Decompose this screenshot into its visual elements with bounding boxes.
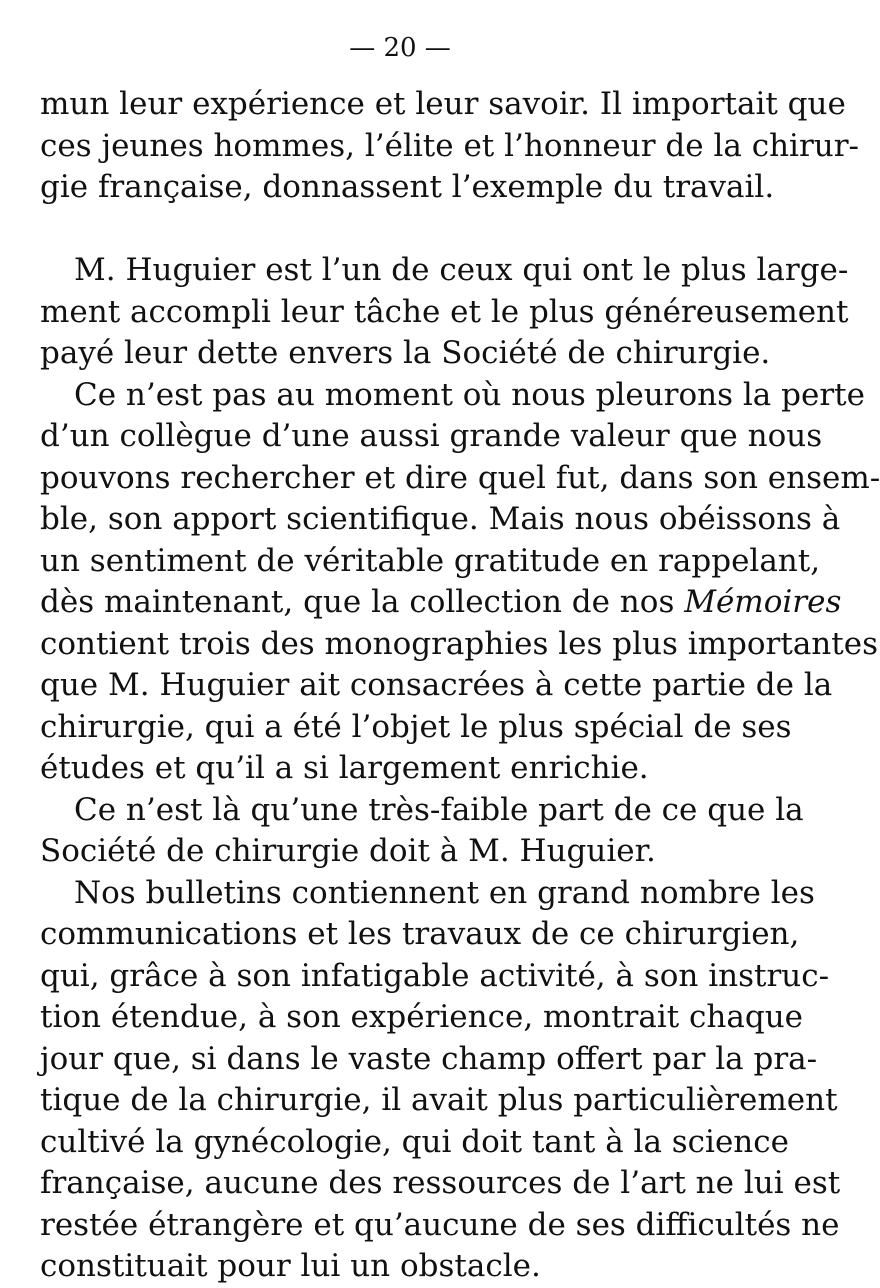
text-line: communications et les travaux de ce chirurgien, [40, 916, 800, 952]
body-text [40, 84, 880, 1288]
text-line-start: dès maintenant, que la collection de nos [40, 584, 685, 620]
text-line: tique de la chirurgie, il avait plus particulièrement [40, 1082, 838, 1118]
text-line: française, aucune des ressources de l’art ne lui est [40, 1165, 841, 1201]
text-line: tion étendue, à son expérience, montrait chaque [40, 999, 804, 1035]
text-line: cultivé la gynécologie, qui doit tant à la science [40, 1123, 789, 1160]
text-line: qui, grâce à son infatigable activité, à son instruc- [40, 957, 830, 994]
text-line: restée étrangère et qu’aucune de ses difficultés ne [40, 1206, 840, 1243]
text-line: d’un collègue d’une aussi grande valeur que nous [40, 418, 823, 454]
text-line: constituait pour lui un obstacle. [40, 1248, 541, 1284]
text-line: M. Huguier est l’un de ceux qui ont le plus large- [74, 252, 849, 288]
text-line: gie française, donnassent l’exemple du travail. [40, 169, 775, 205]
text-line: payé leur dette envers la Société de chirurgie. [40, 335, 771, 371]
text-line: mun leur expérience et leur savoir. Il importait que [40, 86, 846, 122]
text-line: chirurgie, qui a été l’objet le plus spécial de ses [40, 708, 792, 745]
text-line: pouvons rechercher et dire quel fut, dans son ensem- [40, 459, 880, 496]
page-number: — 20 — [349, 33, 451, 63]
text-line: Nos bulletins contiennent en grand nombre les [74, 874, 815, 911]
text-line: que M. Huguier ait consacrées à cette partie de la [40, 667, 833, 703]
italic-title: Mémoires [684, 584, 842, 620]
text-line: un sentiment de véritable gratitude en rappelant, [40, 542, 821, 579]
text-line: jour que, si dans le vaste champ offert par la pra- [40, 1040, 818, 1077]
text-line: ces jeunes hommes, l’élite et l’honneur de la chirur- [40, 127, 860, 164]
text-line: Ce n’est là qu’une très-faible part de ce que la [74, 791, 804, 828]
text-line [40, 582, 842, 624]
paragraph-gap [40, 209, 760, 251]
text-line: contient trois des monographies les plus importantes [40, 625, 878, 662]
text-line: ment accompli leur tâche et le plus généreusement [40, 293, 849, 330]
text-line: ble, son apport scientifique. Mais nous obéissons à [40, 501, 841, 537]
text-line: Société de chirurgie doit à M. Huguier. [40, 833, 656, 869]
text-line: Ce n’est pas au moment où nous pleurons la perte [74, 376, 865, 413]
text-line: études et qu’il a si largement enrichie. [40, 750, 649, 786]
